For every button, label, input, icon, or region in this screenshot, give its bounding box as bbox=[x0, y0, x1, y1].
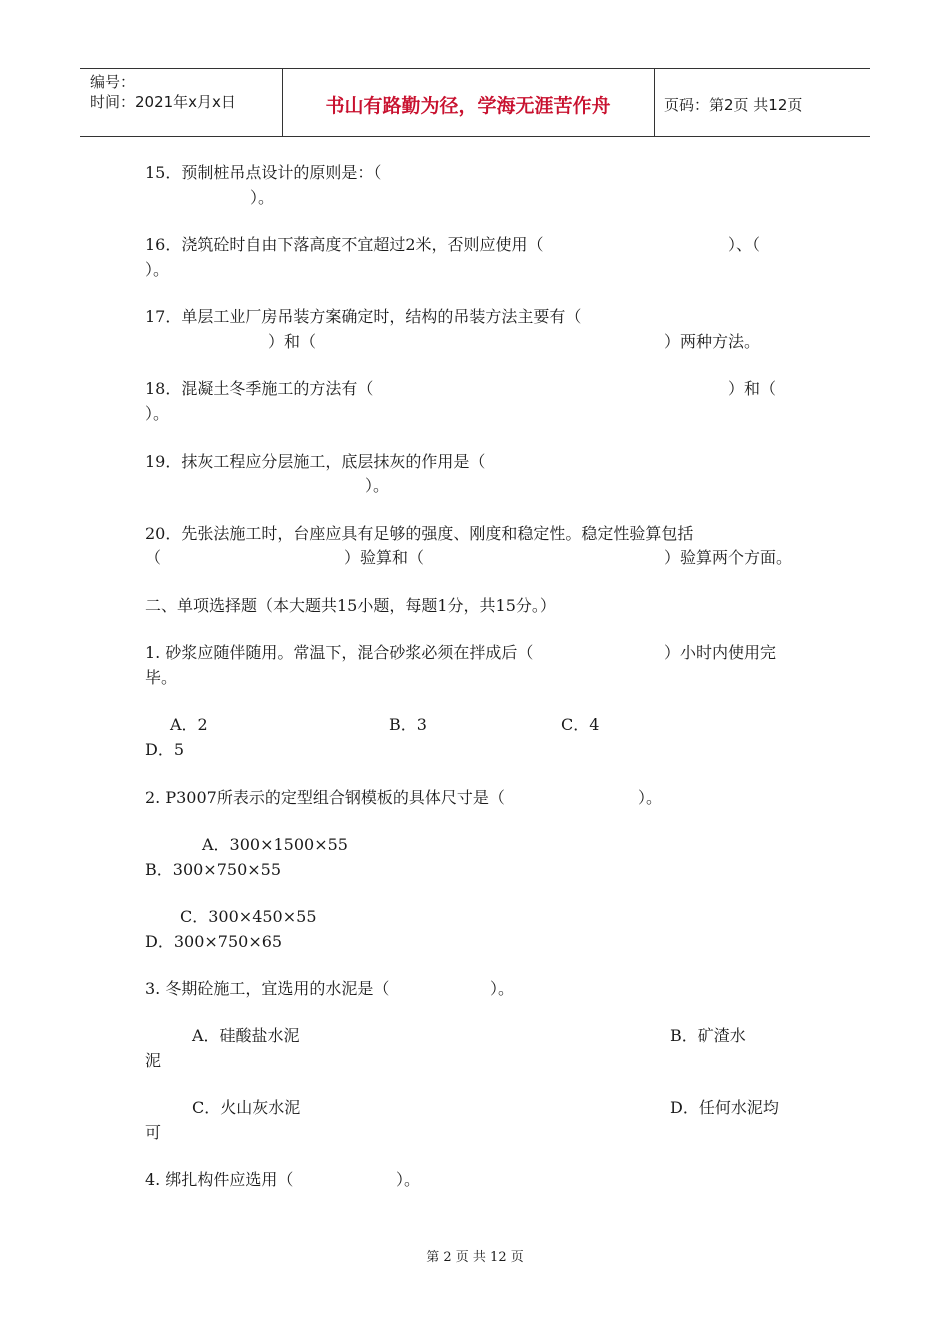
mc-question-3: 3. 冬期砼施工，宜选用的水泥是（ bbox=[145, 979, 390, 998]
question-17: 17．单层工业厂房吊装方案确定时，结构的吊装方法主要有（ bbox=[145, 307, 582, 326]
question-17-line2: ）和（ bbox=[268, 332, 317, 351]
question-18: 18．混凝土冬季施工的方法有（ bbox=[145, 379, 374, 398]
motto: 书山有路勤为径，学海无涯苦作舟 bbox=[325, 95, 611, 117]
mc-q3-option-b: B．矿渣水 bbox=[670, 1026, 746, 1045]
page-header bbox=[80, 68, 870, 137]
mc-question-1-line2: 毕。 bbox=[145, 668, 178, 687]
question-16: 16．浇筑砼时自由下落高度不宜超过2米，否则应使用（ bbox=[145, 235, 544, 254]
mc-q1-option-d: D．5 bbox=[145, 740, 185, 759]
question-16-line2: ）。 bbox=[145, 260, 170, 279]
header-divider bbox=[654, 69, 655, 136]
mc-q2-option-a: A．300×1500×55 bbox=[202, 835, 348, 854]
mc-q3-option-d-cont: 可 bbox=[145, 1123, 162, 1142]
mc-q3-option-a: A．硅酸盐水泥 bbox=[192, 1026, 300, 1045]
mc-q3-option-c: C．火山灰水泥 bbox=[192, 1098, 301, 1117]
question-18-line2: ）。 bbox=[145, 404, 170, 423]
question-19-line2: ）。 bbox=[365, 476, 390, 495]
question-16-blank-sep: ）、（ bbox=[728, 235, 761, 254]
mc-q3-option-b-cont: 泥 bbox=[145, 1051, 162, 1070]
question-19: 19．抹灰工程应分层施工，底层抹灰的作用是（ bbox=[145, 452, 486, 471]
mc-q3-option-d: D．任何水泥均 bbox=[670, 1098, 779, 1117]
mc-q2-option-d: D．300×750×65 bbox=[145, 932, 283, 951]
header-left bbox=[90, 72, 236, 112]
mc-question-2-end: ）。 bbox=[638, 788, 663, 807]
mc-q1-option-b: B．3 bbox=[389, 715, 427, 734]
question-15: 15．预制桩吊点设计的原则是：（ bbox=[145, 163, 382, 182]
section-title: 二、单项选择题（本大题共15小题，每题1分，共15分。） bbox=[145, 596, 556, 615]
question-20-line2-end: ）验算两个方面。 bbox=[664, 548, 793, 567]
question-15-line2: ）。 bbox=[250, 188, 275, 207]
mc-question-1: 1. 砂浆应随伴随用。常温下，混合砂浆必须在拌成后（ bbox=[145, 643, 534, 662]
mc-question-4-end: ）。 bbox=[396, 1170, 421, 1189]
page-code: 页码：第2页 共12页 bbox=[664, 96, 803, 114]
time-line: 时间：2021年x月x日 bbox=[90, 93, 236, 111]
mc-question-2: 2. P3007所表示的定型组合钢模板的具体尺寸是（ bbox=[145, 788, 505, 807]
page-footer: 第 2 页 共 12 页 bbox=[426, 1250, 524, 1265]
question-20: 20．先张法施工时，台座应具有足够的强度、刚度和稳定性。稳定性验算包括 bbox=[145, 524, 694, 543]
mc-q1-option-c: C．4 bbox=[561, 715, 600, 734]
mc-q2-option-b: B．300×750×55 bbox=[145, 860, 282, 879]
mc-q1-option-a: A．2 bbox=[170, 715, 208, 734]
question-20-line2-mid: ）验算和（ bbox=[344, 548, 425, 567]
mc-q2-option-c: C．300×450×55 bbox=[180, 907, 317, 926]
question-18-blank-sep: ）和（ bbox=[728, 379, 777, 398]
mc-question-1-end: ）小时内使用完 bbox=[664, 643, 777, 662]
mc-question-3-end: ）。 bbox=[490, 979, 515, 998]
question-20-line2: （ bbox=[145, 548, 162, 567]
number-label: 编号： bbox=[90, 73, 136, 91]
mc-question-4: 4. 绑扎构件应选用（ bbox=[145, 1170, 294, 1189]
question-17-line2-end: ）两种方法。 bbox=[664, 332, 761, 351]
